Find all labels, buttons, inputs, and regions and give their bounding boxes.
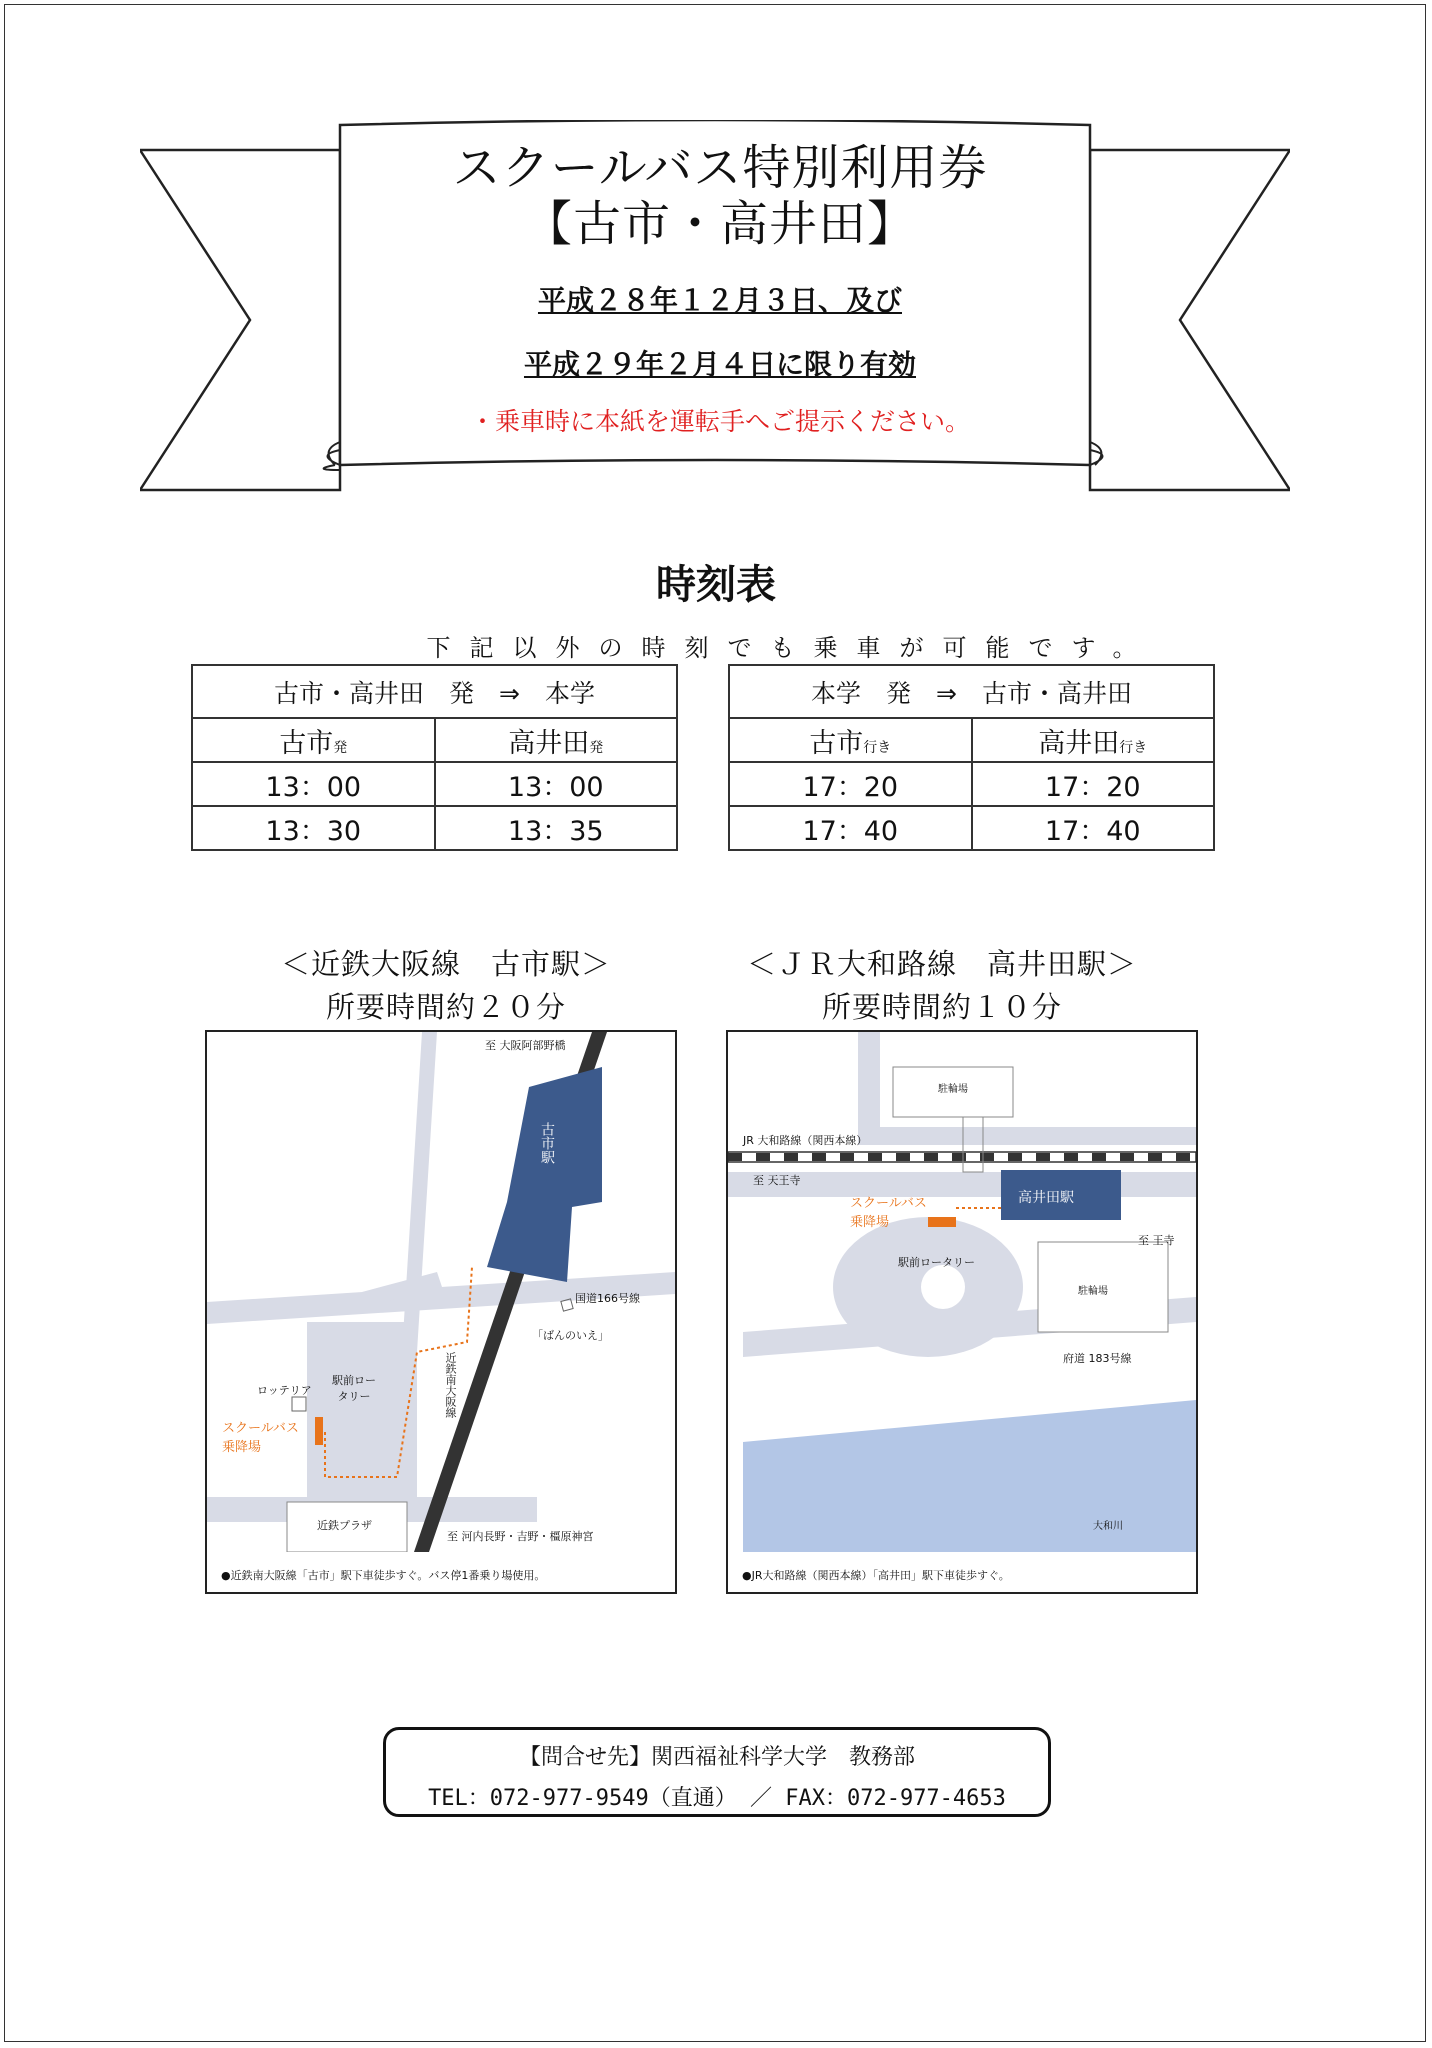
furuichi-map-caption: ●近鉄南大阪線「古市」駅下車徒歩すぐ。バス停1番乗り場使用。 [221,1569,546,1582]
ticket-title-line2: 【古市・高井田】 [523,196,916,252]
timetable-title: 時刻表 [656,562,776,608]
map-label: JR 大和路線（関西本線） [743,1134,868,1147]
map-label: 至 天王寺 [753,1174,801,1187]
boarding-note: ・乗車時に本紙を運転手へご提示ください。 [469,407,970,436]
takaida-map-drawing [728,1032,1196,1552]
outbound-col-furuichi: 古市発 [192,718,435,762]
map-label: スクールバス乗降場 [222,1421,299,1455]
furuichi-station-building [487,1067,602,1282]
takaida-map-caption: ●JR大和路線（関西本線）「高井田」駅下車徒歩すぐ。 [742,1569,1010,1582]
map-label: 近鉄プラザ [317,1519,372,1532]
takaida-map [726,1030,1198,1594]
outbound-header: 古市・高井田 発 ⇒ 本学 [192,665,677,718]
map-label: 高井田駅 [1018,1190,1074,1206]
map-label: 大和川 [1093,1521,1123,1532]
map-label: 「ばんのいえ」 [532,1329,609,1342]
map-label: 国道166号線 [575,1292,640,1305]
ticket-title [340,140,1100,252]
valid-date-line2: 平成２９年２月４日に限り有効 [523,348,916,381]
bus-stop-marker [315,1417,323,1445]
map-label: 駐輪場 [1078,1286,1108,1297]
table-row [192,762,677,806]
time-cell: 17：20 [729,762,972,806]
timetable-subtitle: 下記以外の時刻でも乗車が可能です。 [426,634,1156,662]
time-cell: 17：40 [729,806,972,850]
map-label: 古市駅 [539,1122,555,1164]
time-cell: 13：00 [435,762,678,806]
map-label: スクールバス乗降場 [850,1196,927,1230]
inbound-header: 本学 発 ⇒ 古市・高井田 [729,665,1214,718]
furuichi-travel-time: 所要時間約２０分 [325,990,566,1024]
map-label: 府道 183号線 [1063,1352,1132,1365]
map-label: 至 河内長野・吉野・橿原神宮 [447,1530,594,1543]
time-cell: 17：20 [972,762,1215,806]
map-label: 駅前ロータリー [332,1374,376,1403]
table-row [729,806,1214,850]
table-row [729,762,1214,806]
inbound-col-takaida: 高井田行き [972,718,1215,762]
time-cell: 13：35 [435,806,678,850]
time-cell: 13：30 [192,806,435,850]
map-label: 駅前ロータリー [898,1256,975,1269]
ticket-title-line1: スクールバス特別利用券 [452,140,988,196]
time-cell: 17：40 [972,806,1215,850]
outbound-col-takaida: 高井田発 [435,718,678,762]
furuichi-map [205,1030,677,1594]
map-label: 駐輪場 [938,1084,968,1095]
outbound-timetable [191,664,678,851]
time-cell: 13：00 [192,762,435,806]
map-label: 至 大阪阿部野橋 [485,1039,566,1052]
takaida-travel-time: 所要時間約１０分 [821,990,1062,1024]
takaida-station-title: ＜ＪＲ大和路線 高井田駅＞ [746,947,1137,981]
contact-line2: TEL：072-977-9549（直通） ／ FAX：072-977-4653 [428,1786,1006,1811]
map-label: 近鉄南大阪線 [444,1352,457,1418]
contact-line1: 【問合せ先】関西福祉科学大学 教務部 [518,1745,915,1770]
valid-date-line1: 平成２８年１２月３日、及び [537,284,902,317]
map-label: 至 王寺 [1138,1234,1175,1247]
table-row [192,806,677,850]
map-label: ロッテリア [257,1384,312,1397]
inbound-col-furuichi: 古市行き [729,718,972,762]
furuichi-station-title: ＜近鉄大阪線 古市駅＞ [280,947,611,981]
inbound-timetable [728,664,1215,851]
